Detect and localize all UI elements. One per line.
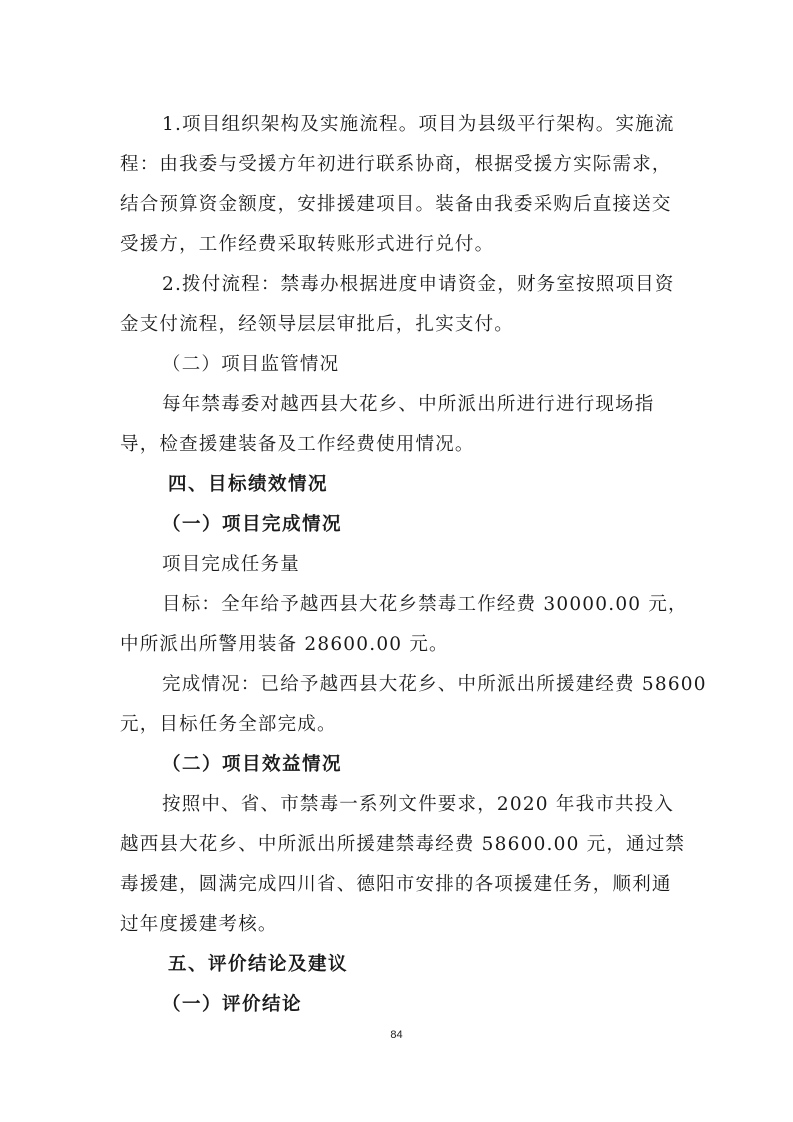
paragraph-line: 项目完成任务量 bbox=[162, 554, 300, 575]
paragraph-line: 目标：全年给予越西县大花乡禁毒工作经费 30000.00 元， bbox=[162, 594, 688, 615]
paragraph-line: 按照中、省、市禁毒一系列文件要求，2020 年我市共投入 bbox=[162, 794, 675, 815]
paragraph-line: 导，检查援建装备及工作经费使用情况。 bbox=[120, 434, 475, 455]
subsection-heading: （一）项目完成情况 bbox=[162, 514, 343, 535]
subsection-heading: （二）项目效益情况 bbox=[162, 754, 343, 775]
paragraph-line: 每年禁毒委对越西县大花乡、中所派出所进行进行现场指 bbox=[162, 394, 655, 415]
paragraph-line: 中所派出所警用装备 28600.00 元。 bbox=[120, 634, 449, 655]
paragraph-line: 元，目标任务全部完成。 bbox=[120, 714, 337, 735]
paragraph-line: 越西县大花乡、中所派出所援建禁毒经费 58600.00 元，通过禁 bbox=[120, 834, 686, 855]
subsection-heading: （二）项目监管情况 bbox=[162, 354, 340, 375]
paragraph-line: 过年度援建考核。 bbox=[120, 914, 278, 935]
paragraph-line: 1.项目组织架构及实施流程。项目为县级平行架构。实施流 bbox=[162, 114, 675, 135]
paragraph-line: 完成情况：已给予越西县大花乡、中所派出所援建经费 58600 bbox=[162, 674, 707, 695]
paragraph-line: 受援方，工作经费采取转账形式进行兑付。 bbox=[120, 234, 495, 255]
paragraph-line: 2.拨付流程：禁毒办根据进度申请资金，财务室按照项目资 bbox=[162, 274, 675, 295]
section-heading: 五、评价结论及建议 bbox=[168, 954, 349, 975]
paragraph-line: 结合预算资金额度，安排援建项目。装备由我委采购后直接送交 bbox=[120, 194, 672, 215]
paragraph-line: 金支付流程，经领导层层审批后，扎实支付。 bbox=[120, 314, 515, 335]
paragraph-line: 程：由我委与受援方年初进行联系协商，根据受援方实际需求， bbox=[120, 154, 672, 175]
section-heading: 四、目标绩效情况 bbox=[168, 474, 329, 495]
subsection-heading: （一）评价结论 bbox=[162, 994, 303, 1015]
paragraph-line: 毒援建，圆满完成四川省、德阳市安排的各项援建任务，顺利通 bbox=[120, 874, 672, 895]
page-number: 84 bbox=[390, 1029, 403, 1041]
